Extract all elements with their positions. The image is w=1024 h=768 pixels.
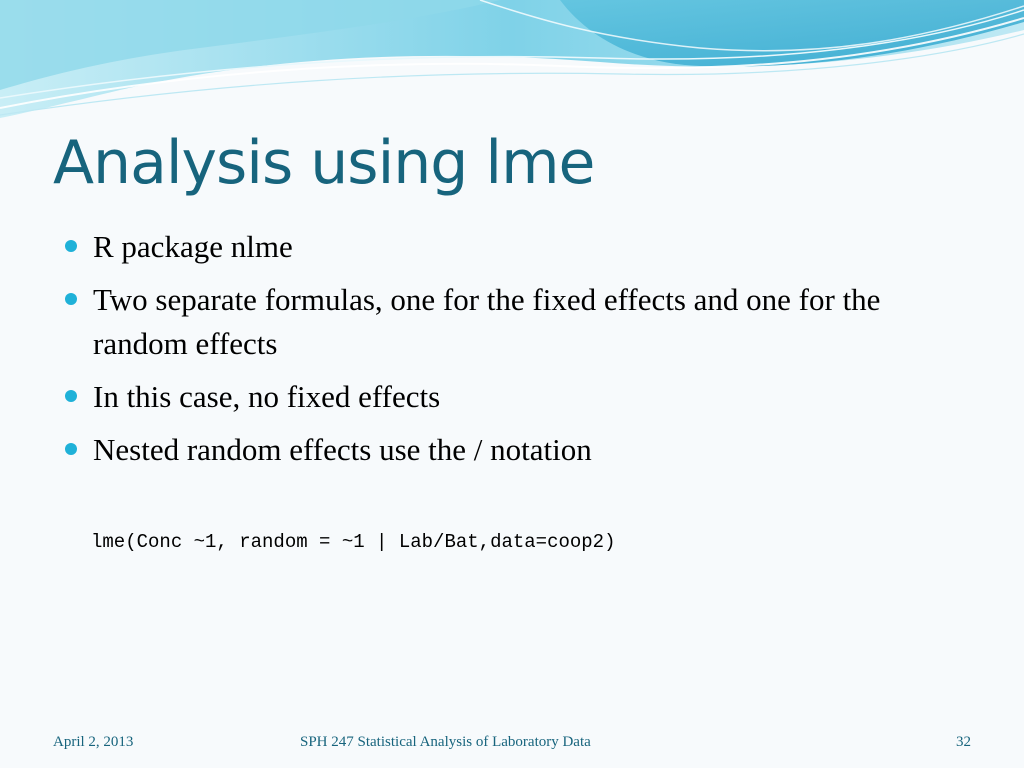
slide-title: Analysis using lme xyxy=(53,128,595,198)
footer-page-number: 32 xyxy=(956,734,971,750)
bullet-item xyxy=(60,428,940,472)
bullet-dot-icon xyxy=(65,390,77,402)
bullet-dot-icon xyxy=(65,443,77,455)
header-wave-decoration xyxy=(0,0,1024,130)
bullet-text: In this case, no fixed effects xyxy=(93,379,441,414)
bullet-text: Two separate formulas, one for the fixed effects and one for the random effects xyxy=(93,282,881,361)
bullet-item xyxy=(60,225,940,269)
bullet-item xyxy=(60,375,940,419)
bullet-dot-icon xyxy=(65,240,77,252)
footer-date: April 2, 2013 xyxy=(53,734,134,750)
bullet-text: R package nlme xyxy=(93,229,293,264)
footer-course-title: SPH 247 Statistical Analysis of Laboratory Data xyxy=(300,734,591,750)
code-snippet: lme(Conc ~1, random = ~1 | Lab/Bat,data=coop2) xyxy=(91,531,616,553)
bullet-dot-icon xyxy=(65,293,77,305)
bullet-item xyxy=(60,278,940,366)
bullet-list xyxy=(60,225,940,481)
bullet-text: Nested random effects use the / notation xyxy=(93,432,592,467)
